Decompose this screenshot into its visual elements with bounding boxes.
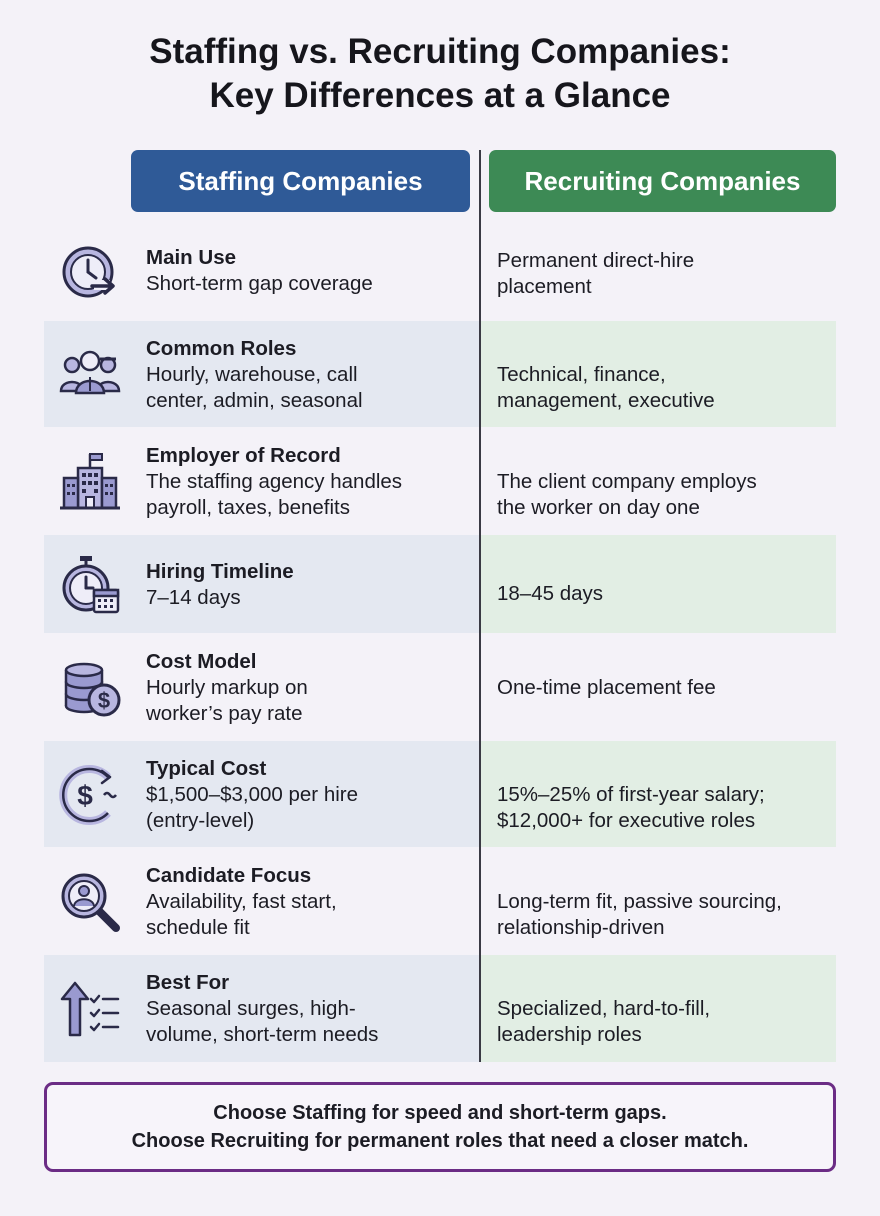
summary-line-1: Choose Staffing for speed and short-term gaps.: [213, 1102, 667, 1124]
summary-callout: [44, 1082, 836, 1172]
comparison-row-candidate-focus: [44, 848, 836, 954]
staffing-value-line: Hourly markup on: [146, 676, 308, 699]
title-line-2: Key Differences at a Glance: [209, 76, 671, 115]
team-people-icon: [58, 341, 122, 405]
recruiting-value-line: the worker on day one: [497, 496, 700, 519]
svg-text:$: $: [97, 688, 111, 713]
page-title: [0, 30, 880, 118]
staffing-value-line: $1,500–$3,000 per hire: [146, 783, 359, 806]
row-label: Main Use: [146, 246, 236, 269]
coin-stack-dollar-icon: [58, 656, 122, 720]
recruiting-value-line: $12,000+ for executive roles: [497, 809, 756, 832]
staffing-value-line: payroll, taxes, benefits: [146, 496, 350, 519]
staffing-value-line: volume, short-term needs: [146, 1023, 379, 1046]
comparison-row-common-roles: [44, 321, 836, 427]
staffing-value-line: (entry-level): [146, 809, 255, 832]
staffing-value-line: schedule fit: [146, 916, 250, 939]
row-label: Cost Model: [146, 650, 257, 673]
comparison-row-hiring-timeline: [44, 535, 836, 633]
recruiting-column-header: Recruiting Companies: [489, 150, 836, 212]
comparison-row-best-for: [44, 955, 836, 1062]
recruiting-value-line: leadership roles: [497, 1023, 642, 1046]
comparison-row-main-use: [44, 228, 836, 320]
staffing-value-line: The staffing agency handles: [146, 470, 403, 493]
comparison-row-employer-of-record: [44, 428, 836, 534]
row-label: Candidate Focus: [146, 864, 312, 887]
recruiting-value-line: management, executive: [497, 389, 715, 412]
staffing-value-line: center, admin, seasonal: [146, 389, 363, 412]
staffing-value-line: Seasonal surges, high-: [146, 997, 356, 1020]
staffing-column-header: Staffing Companies: [131, 150, 470, 212]
dollar-cycle-icon: [58, 763, 122, 827]
comparison-row-cost-model: [44, 634, 836, 740]
staffing-value-line: 7–14 days: [146, 586, 241, 609]
row-label: Best For: [146, 971, 230, 994]
recruiting-value-line: One-time placement fee: [497, 676, 716, 699]
svg-text:$: $: [77, 780, 93, 811]
row-label: Hiring Timeline: [146, 560, 294, 583]
comparison-row-typical-cost: [44, 741, 836, 847]
office-building-icon: [58, 450, 122, 514]
recruiting-value-line: 18–45 days: [497, 582, 604, 605]
arrow-checklist-icon: [58, 977, 122, 1041]
staffing-value-line: Availability, fast start,: [146, 890, 337, 913]
staffing-value-line: Short-term gap coverage: [146, 272, 373, 295]
recruiting-value-line: The client company employs: [497, 470, 757, 493]
stopwatch-calendar-icon: [58, 552, 122, 616]
title-line-1: Staffing vs. Recruiting Companies:: [149, 32, 731, 71]
recruiting-value-line: Technical, finance,: [497, 363, 666, 386]
magnifier-person-icon: [58, 870, 122, 934]
recruiting-value-line: relationship-driven: [497, 916, 665, 939]
recruiting-value-line: Long-term fit, passive sourcing,: [497, 890, 782, 913]
recruiting-value-line: 15%–25% of first-year salary;: [497, 783, 765, 806]
recruiting-value-line: Specialized, hard-to-fill,: [497, 997, 711, 1020]
row-label: Common Roles: [146, 337, 297, 360]
recruiting-value-line: placement: [497, 275, 592, 298]
summary-line-2: Choose Recruiting for permanent roles that need a closer match.: [131, 1130, 749, 1152]
staffing-value-line: Hourly, warehouse, call: [146, 363, 358, 386]
recruiting-value-line: Permanent direct-hire: [497, 249, 695, 272]
clock-arrow-icon: [58, 240, 122, 304]
row-label: Typical Cost: [146, 757, 267, 780]
staffing-value-line: worker’s pay rate: [146, 702, 303, 725]
row-label: Employer of Record: [146, 444, 341, 467]
